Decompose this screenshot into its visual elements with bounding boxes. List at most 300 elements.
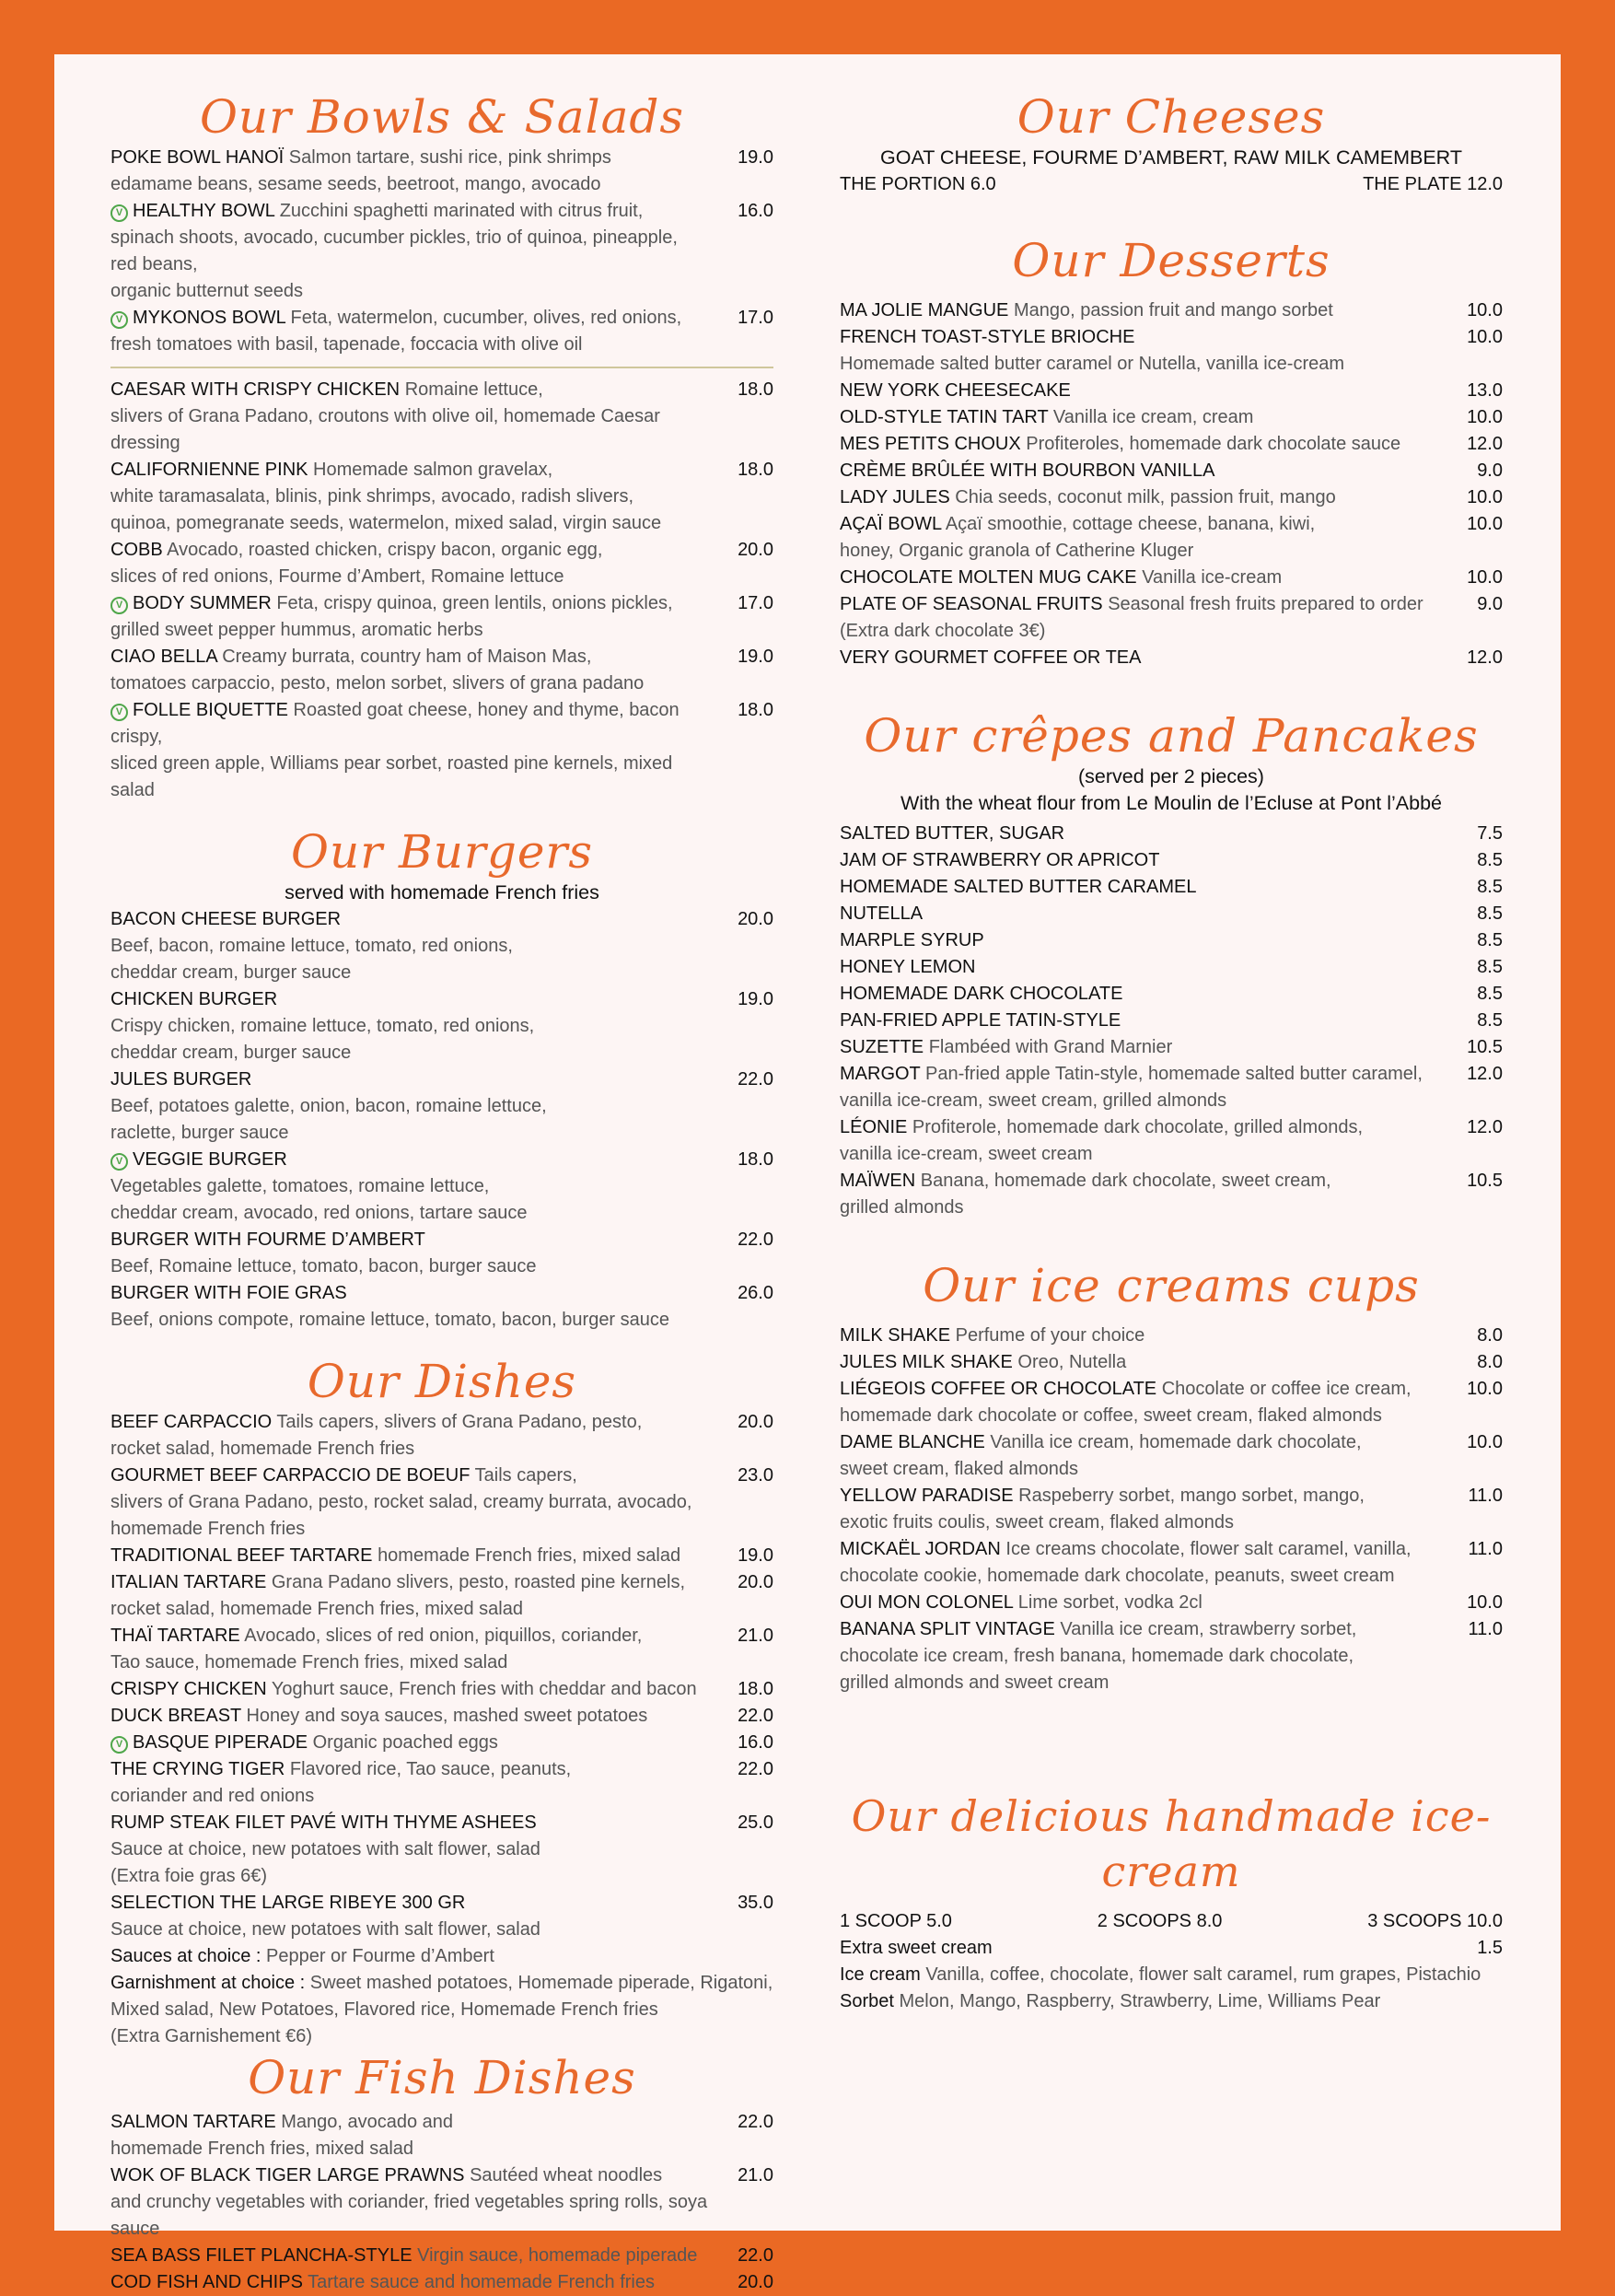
menu-item	[110, 2162, 773, 2243]
menu-item-name: LADY JULES	[840, 487, 950, 507]
menu-item-name: NEW YORK CHEESECAKE	[840, 380, 1071, 401]
menu-item-name: HOMEMADE DARK CHOCOLATE	[840, 984, 1123, 1004]
menu-item	[840, 297, 1503, 324]
menu-item-price: 35.0	[738, 1893, 773, 1913]
menu-item-name: ITALIAN TARTARE	[110, 1572, 267, 1592]
menu-item	[110, 1227, 773, 1280]
extra-cream-row	[840, 1935, 1503, 1962]
menu-item-price: 8.5	[1477, 877, 1503, 897]
menu-item-price: 17.0	[738, 593, 773, 613]
menu-item-price: 23.0	[738, 1465, 773, 1486]
menu-item-name: POKE BOWL HANOÏ	[110, 147, 285, 168]
menu-item-price: 13.0	[1467, 380, 1503, 401]
menu-item	[110, 906, 773, 986]
menu-item-name: COD FISH AND CHIPS	[110, 2272, 303, 2292]
menu-item-description: chocolate ice cream, fresh banana, homemade dark chocolate,	[840, 1646, 1354, 1666]
menu-item-price: 20.0	[738, 1412, 773, 1432]
menu-item	[840, 484, 1503, 511]
menu-item	[840, 1429, 1503, 1483]
menu-item-description: coriander and red onions	[110, 1786, 315, 1806]
menu-item-description: Crispy chicken, romaine lettuce, tomato, red onions,	[110, 1016, 535, 1036]
menu-item-description: cheddar cream, burger sauce	[110, 962, 352, 983]
menu-item-description: Chocolate or coffee ice cream,	[1161, 1379, 1412, 1399]
menu-item-description: (Extra foie gras 6€)	[110, 1866, 268, 1886]
menu-item-description: Ice creams chocolate, flower salt caramel, vanilla,	[1005, 1539, 1412, 1559]
menu-item-name: BANANA SPLIT VINTAGE	[840, 1619, 1055, 1639]
menu-item-name: BEEF CARPACCIO	[110, 1412, 273, 1432]
menu-item	[110, 198, 773, 305]
menu-item-name: TRADITIONAL BEEF TARTARE	[110, 1545, 373, 1566]
menu-item-description: Açaï smoothie, cottage cheese, banana, kiwi,	[945, 514, 1316, 534]
menu-item	[110, 1676, 773, 1703]
menu-item-name: CRÈME BRÛLÉE WITH BOURBON VANILLA	[840, 460, 1215, 481]
menu-item-description: Homemade salted butter caramel or Nutella, vanilla ice-cream	[840, 354, 1345, 374]
menu-item-description: Seasonal fresh fruits prepared to order	[1108, 594, 1423, 614]
menu-item-description: tomatoes carpaccio, pesto, melon sorbet, slivers of grana padano	[110, 673, 645, 693]
menu-item-description: Raspeberry sorbet, mango sorbet, mango,	[1018, 1486, 1365, 1506]
menu-item-name: WOK OF BLACK TIGER LARGE PRAWNS	[110, 2165, 465, 2185]
menu-item-price: 26.0	[738, 1283, 773, 1303]
cheeses-list: GOAT CHEESE, FOURME D’AMBERT, RAW MILK CAMEMBERT	[880, 146, 1462, 169]
menu-item-price: 10.0	[1467, 1592, 1503, 1613]
menu-item-description: Lime sorbet, vodka 2cl	[1017, 1592, 1203, 1613]
menu-item-price: 22.0	[738, 2245, 773, 2266]
menu-item-name: CRISPY CHICKEN	[110, 1679, 267, 1699]
menu-item-description: Beef, potatoes galette, onion, bacon, romaine lettuce,	[110, 1096, 547, 1116]
garnish-text: Sweet mashed potatoes, Homemade piperade, Rigatoni,	[309, 1973, 773, 1993]
menu-item	[840, 431, 1503, 458]
menu-list-icecups	[840, 1323, 1503, 1696]
vegetarian-icon: V	[110, 597, 128, 614]
menu-item-price: 20.0	[738, 2272, 773, 2292]
menu-item-name: CAESAR WITH CRISPY CHICKEN	[110, 379, 401, 400]
menu-item-price: 12.0	[1467, 434, 1503, 454]
menu-item-price: 8.5	[1477, 850, 1503, 870]
menu-item-description: organic butternut seeds	[110, 281, 304, 301]
menu-item-description: Sautéed wheat noodles	[470, 2165, 663, 2185]
section-title-cheeses: Our Cheeses	[1017, 90, 1326, 144]
menu-item	[840, 565, 1503, 591]
menu-item	[840, 927, 1503, 954]
menu-item	[840, 511, 1503, 565]
menu-item	[840, 1376, 1503, 1429]
menu-item-description: sweet cream, flaked almonds	[840, 1459, 1079, 1479]
menu-item-price: 7.5	[1477, 823, 1503, 844]
menu-item-price: 8.0	[1477, 1325, 1503, 1346]
menu-item-name: HONEY LEMON	[840, 957, 976, 977]
menu-item-description: edamame beans, sesame seeds, beetroot, mango, avocado	[110, 174, 601, 194]
menu-item-name: PLATE OF SEASONAL FRUITS	[840, 594, 1103, 614]
menu-item-description: spinach shoots, avocado, cucumber pickles, trio of quinoa, pineapple, red beans,	[110, 227, 678, 274]
menu-item-price: 22.0	[738, 1230, 773, 1250]
menu-item	[840, 901, 1503, 927]
menu-item	[110, 1543, 773, 1569]
menu-item-name: OUI MON COLONEL	[840, 1592, 1014, 1613]
menu-item-name: MAÏWEN	[840, 1171, 916, 1191]
menu-item	[840, 404, 1503, 431]
menu-item-price: 11.0	[1468, 1539, 1503, 1559]
menu-item-name: BASQUE PIPERADE	[133, 1732, 308, 1753]
scoop-1-price: 1 SCOOP 5.0	[840, 1911, 952, 1931]
menu-item-description: Avocado, roasted chicken, crispy bacon, organic egg,	[167, 540, 603, 560]
menu-item-price: 18.0	[738, 1149, 773, 1170]
menu-item-price: 10.0	[1467, 567, 1503, 588]
menu-item-price: 22.0	[738, 2112, 773, 2132]
menu-item-description: Tails capers, slivers of Grana Padano, pesto,	[276, 1412, 643, 1432]
menu-page	[54, 54, 1561, 2292]
menu-item-description: Vanilla ice cream, cream	[1052, 407, 1254, 427]
menu-item	[840, 1008, 1503, 1034]
menu-item-name: CHICKEN BURGER	[110, 989, 278, 1009]
menu-item-price: 19.0	[738, 147, 773, 168]
menu-item-price: 18.0	[738, 460, 773, 480]
menu-item-description: quinoa, pomegranate seeds, watermelon, mixed salad, virgin sauce	[110, 513, 662, 533]
menu-item-price: 10.0	[1467, 1432, 1503, 1452]
menu-item-description: rocket salad, homemade French fries	[110, 1439, 415, 1459]
menu-item-price: 18.0	[738, 1679, 773, 1699]
section-title-fish: Our Fish Dishes	[248, 2051, 636, 2104]
menu-item-price: 10.0	[1467, 514, 1503, 534]
menu-item-description: Beef, Romaine lettuce, tomato, bacon, burger sauce	[110, 1256, 537, 1276]
menu-item-description: slices of red onions, Fourme d’Ambert, Romaine lettuce	[110, 566, 564, 587]
menu-item-description: Oreo, Nutella	[1017, 1352, 1127, 1372]
menu-item-name: OLD-STYLE TATIN TART	[840, 407, 1049, 427]
menu-item	[110, 1810, 773, 1890]
menu-item-description: fresh tomatoes with basil, tapenade, foccacia with olive oil	[110, 334, 583, 355]
section-title-burgers: Our Burgers	[291, 825, 593, 879]
menu-item-description: Tails capers,	[474, 1465, 577, 1486]
menu-item-name: BURGER WITH FOURME D’AMBERT	[110, 1230, 425, 1250]
menu-item-description: Profiteroles, homemade dark chocolate sauce	[1026, 434, 1401, 454]
menu-item-price: 10.0	[1467, 300, 1503, 321]
menu-list-desserts	[840, 297, 1503, 671]
garnish-note-2: Mixed salad, New Potatoes, Flavored rice, Homemade French fries	[110, 1999, 658, 2020]
menu-item-name: MILK SHAKE	[840, 1325, 951, 1346]
menu-item-description: Feta, crispy quinoa, green lentils, onions pickles,	[276, 593, 673, 613]
menu-item	[840, 981, 1503, 1008]
ice-cream-label: Ice cream	[840, 1964, 921, 1985]
menu-item-description: Sauce at choice, new potatoes with salt flower, salad	[110, 1839, 540, 1859]
menu-item	[110, 1730, 773, 1756]
menu-item-name: COBB	[110, 540, 163, 560]
right-column	[840, 54, 1503, 2015]
garnish-note-3: (Extra Garnishement €6)	[110, 2026, 312, 2046]
menu-item-description: Roasted goat cheese, honey and thyme, bacon crispy,	[110, 700, 680, 747]
menu-item-price: 10.5	[1467, 1037, 1503, 1057]
menu-item-description: Beef, onions compote, romaine lettuce, tomato, bacon, burger sauce	[110, 1310, 670, 1330]
menu-item-price: 12.0	[1467, 647, 1503, 668]
menu-item-description: Vegetables galette, tomatoes, romaine lettuce,	[110, 1176, 490, 1196]
menu-item-name: CHOCOLATE MOLTEN MUG CAKE	[840, 567, 1137, 588]
menu-item-name: BURGER WITH FOIE GRAS	[110, 1283, 347, 1303]
menu-item	[110, 697, 773, 804]
menu-item-description: Vanilla ice cream, homemade dark chocolate,	[990, 1432, 1362, 1452]
scoop-3-price: 3 SCOOPS 10.0	[1367, 1911, 1503, 1931]
menu-item-price: 17.0	[738, 308, 773, 328]
menu-item-name: JULES MILK SHAKE	[840, 1352, 1013, 1372]
vegetarian-icon: V	[110, 204, 128, 222]
menu-item-price: 9.0	[1477, 594, 1503, 614]
menu-item	[840, 645, 1503, 671]
menu-item-description: raclette, burger sauce	[110, 1123, 289, 1143]
menu-item-name: SUZETTE	[840, 1037, 924, 1057]
menu-item-price: 8.5	[1477, 984, 1503, 1004]
menu-item-description: Romaine lettuce,	[404, 379, 543, 400]
menu-list-bowls-a	[110, 145, 773, 358]
section-divider	[110, 367, 773, 368]
menu-item	[840, 1061, 1503, 1114]
menu-item	[840, 1483, 1503, 1536]
menu-item-price: 16.0	[738, 201, 773, 221]
cheese-portion-price: THE PORTION 6.0	[840, 174, 996, 194]
menu-item-price: 20.0	[738, 540, 773, 560]
menu-item-description: Vanilla ice-cream	[1142, 567, 1283, 588]
menu-item-price: 20.0	[738, 909, 773, 929]
menu-item	[110, 1623, 773, 1676]
sauces-text: Pepper or Fourme d’Ambert	[266, 1946, 494, 1966]
menu-item	[840, 1168, 1503, 1221]
menu-item-price: 8.5	[1477, 1010, 1503, 1031]
menu-item-price: 10.0	[1467, 487, 1503, 507]
menu-item-description: Tartare sauce and homemade French fries	[308, 2272, 655, 2292]
menu-item-name: LIÉGEOIS COFFEE OR CHOCOLATE	[840, 1379, 1157, 1399]
menu-item	[110, 590, 773, 644]
menu-item-name: AÇAÏ BOWL	[840, 514, 942, 534]
garnish-label: Garnishment at choice :	[110, 1973, 306, 1993]
menu-item	[110, 305, 773, 358]
menu-item-name: CIAO BELLA	[110, 647, 217, 667]
menu-item	[110, 1756, 773, 1810]
menu-item-description: Grana Padano slivers, pesto, roasted pine kernels,	[271, 1572, 685, 1592]
menu-item-description: slivers of Grana Padano, pesto, rocket salad, creamy burrata, avocado,	[110, 1492, 692, 1512]
menu-item-name: DUCK BREAST	[110, 1706, 241, 1726]
menu-item-description: Pan-fried apple Tatin-style, homemade salted butter caramel,	[924, 1064, 1423, 1084]
vegetarian-icon: V	[110, 1736, 128, 1754]
menu-item	[840, 1114, 1503, 1168]
menu-item-price: 22.0	[738, 1759, 773, 1779]
menu-item	[110, 537, 773, 590]
menu-item-description: homemade French fries, mixed salad	[110, 2139, 414, 2159]
menu-item-name: MES PETITS CHOUX	[840, 434, 1021, 454]
menu-item-name: NUTELLA	[840, 903, 924, 924]
menu-item	[840, 1536, 1503, 1590]
menu-list-bowls-b	[110, 377, 773, 804]
sorbet-flavors	[840, 1988, 1503, 2015]
menu-item-description: grilled almonds and sweet cream	[840, 1672, 1110, 1693]
menu-item-description: Chia seeds, coconut milk, passion fruit, mango	[955, 487, 1336, 507]
section-title-bowls: Our Bowls & Salads	[199, 90, 685, 144]
menu-item-description: slivers of Grana Padano, croutons with olive oil, homemade Caesar dressing	[110, 406, 660, 453]
crepes-subtitle-2: With the wheat flour from Le Moulin de l’Ecluse at Pont l’Abbé	[900, 792, 1442, 814]
extra-cream-price: 1.5	[1477, 1938, 1503, 1958]
menu-item-price: 10.5	[1467, 1171, 1503, 1191]
extra-cream-label: Extra sweet cream	[840, 1938, 993, 1958]
menu-item-description: homemade French fries, mixed salad	[378, 1545, 681, 1566]
menu-item-name: RUMP STEAK FILET PAVÉ WITH THYME ASHEES	[110, 1812, 537, 1833]
menu-item-name: SEA BASS FILET PLANCHA-STYLE	[110, 2245, 412, 2266]
menu-item-description: Creamy burrata, country ham of Maison Mas,	[222, 647, 592, 667]
menu-item-price: 16.0	[738, 1732, 773, 1753]
menu-item-price: 19.0	[738, 989, 773, 1009]
section-title-handmade: Our delicious handmade ice-cream	[851, 1791, 1492, 1896]
menu-item-price: 8.5	[1477, 957, 1503, 977]
menu-item-description: Banana, homemade dark chocolate, sweet cream,	[920, 1171, 1331, 1191]
scoops-row	[840, 1908, 1503, 1935]
menu-item-description: Homemade salmon gravelax,	[313, 460, 553, 480]
menu-item-price: 10.0	[1467, 407, 1503, 427]
menu-item-description: vanilla ice-cream, sweet cream, grilled almonds	[840, 1090, 1227, 1111]
sorbet-label: Sorbet	[840, 1991, 894, 2011]
section-title-dishes: Our Dishes	[307, 1355, 577, 1408]
menu-list-dishes	[110, 1409, 773, 1943]
menu-item-name: THAÏ TARTARE	[110, 1626, 240, 1646]
menu-item-name: HOMEMADE SALTED BUTTER CARAMEL	[840, 877, 1197, 897]
menu-item-description: cheddar cream, burger sauce	[110, 1043, 352, 1063]
menu-item-description: Flavored rice, Tao sauce, peanuts,	[289, 1759, 572, 1779]
menu-item	[840, 847, 1503, 874]
menu-item-name: CALIFORNIENNE PINK	[110, 460, 308, 480]
menu-item-description: Salmon tartare, sushi rice, pink shrimps	[288, 147, 611, 168]
menu-item-description: Avocado, slices of red onion, piquillos, coriander,	[244, 1626, 643, 1646]
menu-list-fish	[110, 2109, 773, 2296]
menu-item-description: homemade dark chocolate or coffee, sweet cream, flaked almonds	[840, 1405, 1382, 1426]
menu-item	[840, 874, 1503, 901]
menu-item-description: Honey and soya sauces, mashed sweet potatoes	[246, 1706, 648, 1726]
menu-item-description: Profiterole, homemade dark chocolate, grilled almonds,	[912, 1117, 1364, 1137]
left-column	[110, 54, 773, 2296]
menu-item-description: homemade French fries	[110, 1519, 306, 1539]
menu-item	[110, 1409, 773, 1463]
menu-item-description: Feta, watermelon, cucumber, olives, red onions,	[290, 308, 682, 328]
menu-item-description: Mango, passion fruit and mango sorbet	[1013, 300, 1333, 321]
menu-item	[110, 1703, 773, 1730]
menu-list-crepes	[840, 821, 1503, 1221]
menu-item-price: 18.0	[738, 700, 773, 720]
cheeses-prices	[840, 171, 1503, 198]
menu-item-description: (Extra dark chocolate 3€)	[840, 621, 1046, 641]
menu-item-name: YELLOW PARADISE	[840, 1486, 1014, 1506]
burgers-subtitle: served with homemade French fries	[285, 881, 599, 903]
menu-item-name: MARPLE SYRUP	[840, 930, 984, 950]
menu-item	[110, 377, 773, 457]
menu-item-price: 8.5	[1477, 930, 1503, 950]
menu-item	[110, 2269, 773, 2296]
menu-item-price: 18.0	[738, 379, 773, 400]
menu-item-price: 9.0	[1477, 460, 1503, 481]
sauces-note	[110, 1943, 773, 1970]
menu-item	[110, 1066, 773, 1147]
ice-cream-flavors	[840, 1962, 1503, 1988]
menu-item-description: Zucchini spaghetti marinated with citrus fruit,	[279, 201, 644, 221]
menu-item-price: 12.0	[1467, 1064, 1503, 1084]
menu-item	[840, 458, 1503, 484]
menu-item	[840, 821, 1503, 847]
menu-item-price: 25.0	[738, 1812, 773, 1833]
menu-item-description: cheddar cream, avocado, red onions, tartare sauce	[110, 1203, 528, 1223]
menu-item	[110, 2243, 773, 2269]
menu-item-description: Organic poached eggs	[312, 1732, 498, 1753]
menu-item-description: grilled almonds	[840, 1197, 964, 1218]
menu-item-description: grilled sweet pepper hummus, aromatic herbs	[110, 620, 483, 640]
menu-item-price: 11.0	[1468, 1619, 1503, 1639]
menu-item	[840, 1590, 1503, 1616]
menu-item-name: FRENCH TOAST-STYLE BRIOCHE	[840, 327, 1135, 347]
menu-item	[840, 324, 1503, 378]
menu-item-name: GOURMET BEEF CARPACCIO DE BOEUF	[110, 1465, 471, 1486]
vegetarian-icon: V	[110, 311, 128, 329]
menu-item-description: honey, Organic granola of Catherine Kluger	[840, 541, 1194, 561]
section-title-desserts: Our Desserts	[1012, 234, 1330, 287]
menu-item-name: LÉONIE	[840, 1117, 908, 1137]
menu-item-price: 20.0	[738, 1572, 773, 1592]
menu-item-description: vanilla ice-cream, sweet cream	[840, 1144, 1093, 1164]
menu-item-price: 21.0	[738, 1626, 773, 1646]
menu-item-description: rocket salad, homemade French fries, mixed salad	[110, 1599, 523, 1619]
menu-item-name: MYKONOS BOWL	[133, 308, 285, 328]
menu-item-description: Yoghurt sauce, French fries with cheddar and bacon	[271, 1679, 697, 1699]
menu-item	[110, 1463, 773, 1543]
menu-item-name: BODY SUMMER	[133, 593, 272, 613]
menu-item-name: VERY GOURMET COFFEE OR TEA	[840, 647, 1142, 668]
section-title-icecups: Our ice creams cups	[923, 1259, 1420, 1312]
menu-item	[110, 1569, 773, 1623]
menu-item-name: THE CRYING TIGER	[110, 1759, 285, 1779]
scoop-2-price: 2 SCOOPS 8.0	[1097, 1911, 1223, 1931]
section-title-crepes: Our crêpes and Pancakes	[864, 709, 1479, 763]
menu-item	[840, 1323, 1503, 1349]
ice-cream-text: Vanilla, coffee, chocolate, flower salt caramel, rum grapes, Pistachio	[925, 1964, 1481, 1985]
menu-item	[110, 457, 773, 537]
menu-item-description: Perfume of your choice	[955, 1325, 1145, 1346]
menu-item-description: chocolate cookie, homemade dark chocolate, peanuts, sweet cream	[840, 1566, 1395, 1586]
menu-list-burgers	[110, 906, 773, 1334]
sauces-label: Sauces at choice :	[110, 1946, 261, 1966]
menu-item-name: PAN-FRIED APPLE TATIN-STYLE	[840, 1010, 1121, 1031]
menu-item	[840, 1034, 1503, 1061]
menu-item	[840, 378, 1503, 404]
menu-item-price: 10.0	[1467, 327, 1503, 347]
menu-item-description: sliced green apple, Williams pear sorbet, roasted pine kernels, mixed salad	[110, 753, 673, 800]
menu-item-price: 19.0	[738, 647, 773, 667]
menu-item-description: exotic fruits coulis, sweet cream, flaked almonds	[840, 1512, 1234, 1533]
menu-item-price: 12.0	[1467, 1117, 1503, 1137]
sorbet-text: Melon, Mango, Raspberry, Strawberry, Lime, Williams Pear	[899, 1991, 1381, 2011]
menu-item-price: 21.0	[738, 2165, 773, 2185]
menu-item	[110, 644, 773, 697]
menu-item-name: SALTED BUTTER, SUGAR	[840, 823, 1065, 844]
menu-item	[110, 1147, 773, 1227]
menu-item-name: VEGGIE BURGER	[133, 1149, 287, 1170]
menu-item-name: HEALTHY BOWL	[133, 201, 275, 221]
menu-item-name: SELECTION THE LARGE RIBEYE 300 GR	[110, 1893, 466, 1913]
menu-item	[110, 2109, 773, 2162]
garnish-note	[110, 1970, 773, 1997]
menu-item-price: 11.0	[1468, 1486, 1503, 1506]
menu-item	[110, 145, 773, 198]
menu-item-description: Beef, bacon, romaine lettuce, tomato, red onions,	[110, 936, 513, 956]
menu-item-name: JULES BURGER	[110, 1069, 252, 1090]
cheese-plate-price: THE PLATE 12.0	[1363, 174, 1503, 194]
menu-item	[840, 1349, 1503, 1376]
menu-item-description: and crunchy vegetables with coriander, fried vegetables spring rolls, soya sauce	[110, 2192, 708, 2239]
vegetarian-icon: V	[110, 704, 128, 721]
menu-item-price: 10.0	[1467, 1379, 1503, 1399]
menu-item	[840, 954, 1503, 981]
menu-item-price: 22.0	[738, 1706, 773, 1726]
menu-item-description: Flambéed with Grand Marnier	[928, 1037, 1173, 1057]
menu-item-description: Tao sauce, homemade French fries, mixed salad	[110, 1652, 508, 1672]
menu-item-price: 19.0	[738, 1545, 773, 1566]
